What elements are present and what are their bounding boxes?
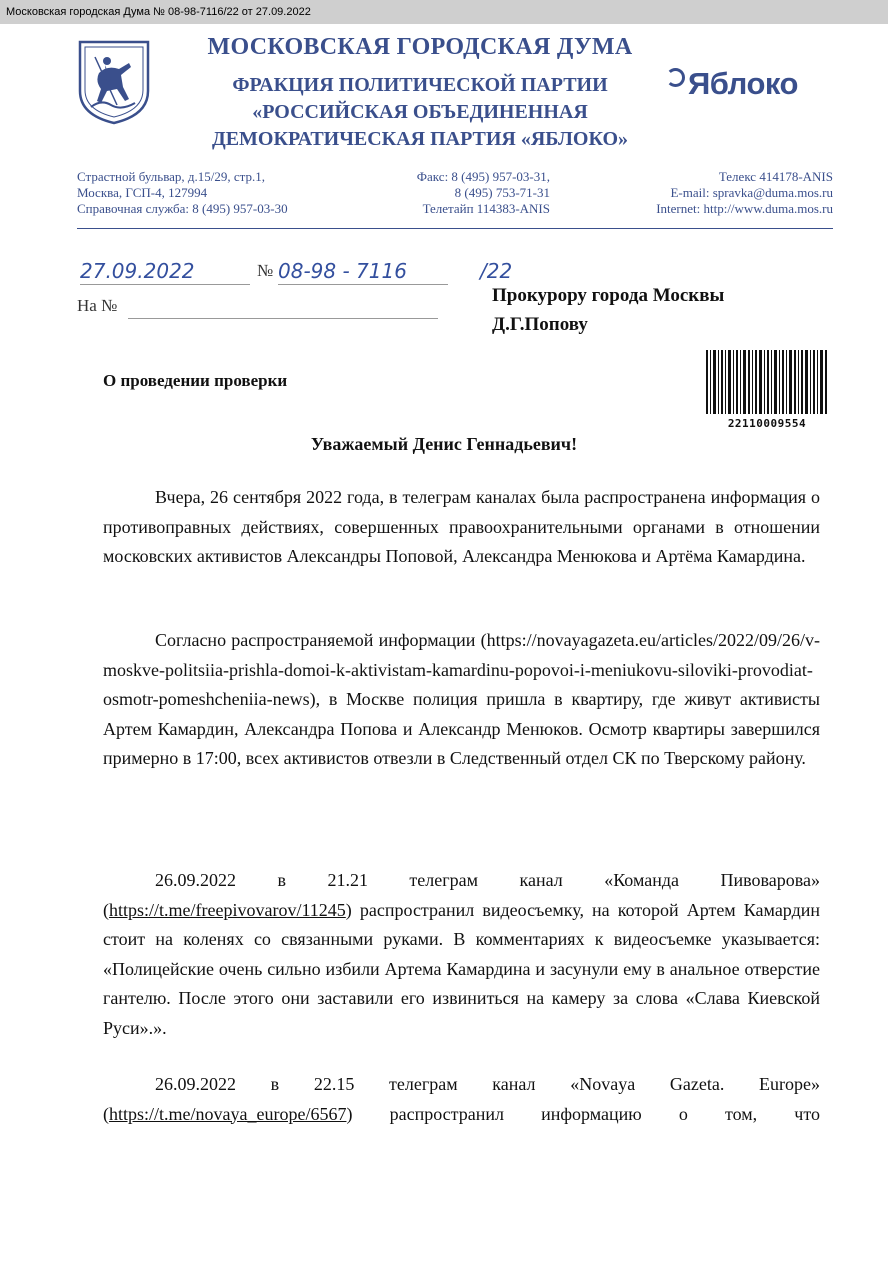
faction-line: ДЕМОКРАТИЧЕСКАЯ ПАРТИЯ «ЯБЛОКО» <box>211 128 629 150</box>
body-paragraph <box>103 483 820 572</box>
faction-line: «РОССИЙСКАЯ ОБЪЕДИНЕННАЯ <box>252 101 588 123</box>
address-line: Москва, ГСП-4, 127994 <box>77 185 208 200</box>
recipient-name: Д.Г.Попову <box>492 314 588 335</box>
phone-line: 8 (495) 753-71-31 <box>454 185 550 200</box>
registration-number: 08-98 - 7116 <box>278 258 448 285</box>
document-source-bar: Московская городская Дума № 08-98-7116/22 от 27.09.2022 <box>0 0 888 24</box>
letterhead-divider <box>77 228 833 229</box>
logo-text: Яблоко <box>688 66 798 101</box>
recipient-block <box>492 281 724 339</box>
contact-line: E-mail: spravka@duma.mos.ru <box>670 185 833 200</box>
telegram-link[interactable]: https://t.me/novaya_europe/6567 <box>109 1103 347 1124</box>
faction-name <box>150 72 690 153</box>
address-line: Страстной бульвар, д.15/29, стр.1, <box>77 169 266 184</box>
barcode-number: 22110009554 <box>727 417 807 430</box>
reference-number-label: На № <box>77 296 118 315</box>
contact-line: Internet: http://www.duma.mos.ru <box>656 201 833 216</box>
yabloko-logo <box>666 66 798 102</box>
phone-line: Факс: 8 (495) 957-03-31, <box>416 169 550 184</box>
salutation: Уважаемый Денис Геннадьевич! <box>310 434 578 454</box>
barcode-icon <box>706 350 828 414</box>
registration-date: 27.09.2022 <box>80 258 250 285</box>
paragraph-text: Вчера, 26 сентября 2022 года, в телеграм каналах была распространена информация о противоправных действиях, совершенных правоохранительными органами в отношении московских активистов Александры Поповой, Александра Менюкова и Артёма Камардина. <box>103 487 820 566</box>
paragraph-text: 26.09.2022 в 22.15 телеграм канал «Novaya Gazeta. Europe» ( <box>103 1074 820 1124</box>
body-paragraph <box>103 626 820 774</box>
registration-suffix: /22 <box>480 259 513 283</box>
registration-number-label: № <box>257 261 274 280</box>
body-paragraph <box>103 1070 820 1129</box>
contact-block <box>580 169 833 217</box>
contact-line: Телекс 414178-ANIS <box>718 169 833 184</box>
address-line: Справочная служба: 8 (495) 957-03-30 <box>77 201 288 216</box>
org-title: МОСКОВСКАЯ ГОРОДСКАЯ ДУМА <box>207 34 633 60</box>
letter-subject: О проведении проверки <box>103 371 288 390</box>
address-block <box>77 169 288 217</box>
paragraph-text: ) распространил информацию о том, что <box>346 1103 820 1124</box>
phone-block <box>380 169 550 217</box>
moscow-coat-of-arms-icon <box>77 39 151 125</box>
phone-line: Телетайп 114383-ANIS <box>422 201 550 216</box>
reference-number-line <box>128 318 438 319</box>
paragraph-text: 26.09.2022 в 21.21 телеграм канал «Команда Пивоварова» ( <box>103 870 820 920</box>
telegram-link[interactable]: https://t.me/freepivovarov/11245 <box>109 899 346 920</box>
faction-line: ФРАКЦИЯ ПОЛИТИЧЕСКОЙ ПАРТИИ <box>232 74 608 96</box>
recipient-title: Прокурору города Москвы <box>492 285 725 306</box>
apple-ring-icon <box>666 68 685 87</box>
paragraph-text: ) распространил видеосъемку, на которой Артем Камардин стоит на коленях со связанными руками. В комментариях к видеосъемке указывается: «Полицейские очень сильно избили Артема Камардина и засунули ему в анальное отверстие гантелю. После этого они заставили его извиниться на камеру за слова «Слава Киевской Руси».». <box>103 899 820 1038</box>
body-paragraph <box>103 866 820 1043</box>
paragraph-text: Согласно распространяемой информации (https://novayagazeta.eu/articles/2022/09/26/v-moskve-politsiia-prishla-domoi-k-aktivistam-kamardinu-popovoi-i-meniukovu-siloviki-provodiat-osmotr-pomeshcheniia-news), в Москве полиция пришла в квартиру, где живут активисты Артем Камардин, Александра Попова и Александр Менюков. Осмотр квартиры завершился примерно в 17:00, всех активистов отвезли в Следственный отдел СК по Тверскому району. <box>103 630 820 768</box>
